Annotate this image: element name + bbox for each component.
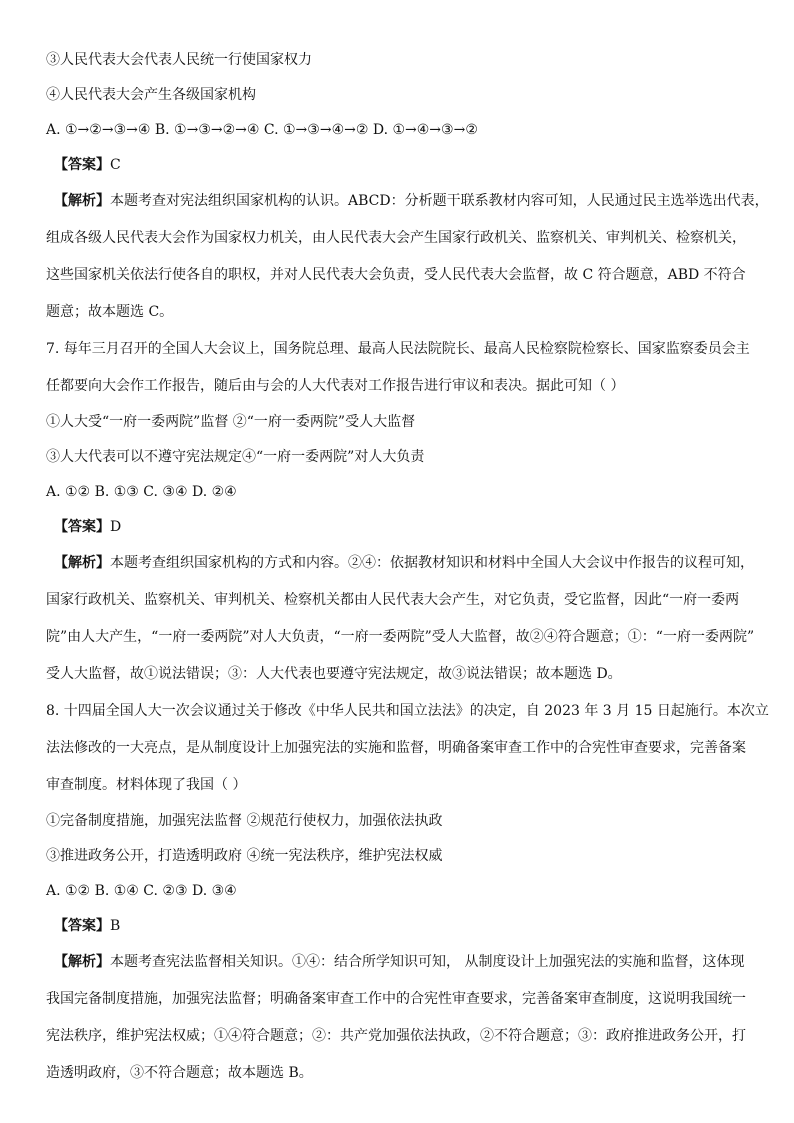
stem-line: 任都要向大会作工作报告，随后由与会的人大代表对工作报告进行审议和表决。据此可知（ ） bbox=[46, 378, 625, 394]
analysis-line: 这些国家机关依法行使各自的职权，并对人民代表大会负责，受人民代表大会监督，故 C 符合题意，ABD 不符合 bbox=[46, 267, 746, 283]
analysis-line: 受人大监督，故①说法错误；③：人大代表也要遵守宪法规定，故③说法错误；故本题选 D。 bbox=[46, 666, 622, 682]
q7-options-2: ③人大代表可以不遵守宪法规定④“一府一委两院”对人大负责 bbox=[46, 449, 425, 465]
q6-analysis bbox=[46, 192, 769, 322]
analysis-label: 【解析】 bbox=[54, 555, 110, 571]
stem-line: 审查制度。材料体现了我国（ ） bbox=[46, 777, 247, 793]
q7-answer bbox=[46, 519, 758, 536]
q7-choices: A. ①② B. ①③ C. ③④ D. ②④ bbox=[46, 484, 237, 500]
analysis-line: 组成各级人民代表大会作为国家权力机关，由人民代表大会产生国家行政机关、监察机关、审判机关、检察机关， bbox=[46, 230, 746, 246]
q8-answer bbox=[46, 918, 758, 935]
q6-option-3: ③人民代表大会代表人民统一行使国家权力 bbox=[46, 52, 312, 68]
analysis-line: 院”由人大产生，“一府一委两院”对人大负责，“一府一委两院”受人大监督，故②④符合题意；①：“一府一委两院” bbox=[46, 629, 755, 645]
analysis-line: 我国完备制度措施，加强宪法监督；明确备案审查工作中的合宪性审查要求，完善备案审查制度，这说明我国统一 bbox=[46, 991, 746, 1007]
q7-analysis bbox=[46, 554, 758, 684]
q8-stem bbox=[46, 702, 769, 795]
q7-stem bbox=[46, 340, 758, 396]
answer-value: B bbox=[110, 918, 121, 934]
analysis-line: 题意；故本题选 C。 bbox=[46, 304, 174, 320]
q8-choices: A. ①② B. ①④ C. ②③ D. ③④ bbox=[46, 883, 237, 899]
answer-label: 【答案】 bbox=[54, 157, 110, 173]
stem-line: 7. 每年三月召开的全国人大会议上，国务院总理、最高人民法院院长、最高人民检察院检察长、国家监察委员会主 bbox=[46, 341, 750, 357]
analysis-line: 【解析】本题考查宪法监督相关知识。①④：结合所学知识可知， 从制度设计上加强宪法的实施和监督，这体现 bbox=[54, 954, 745, 970]
answer-value: D bbox=[110, 519, 122, 535]
analysis-line: 造透明政府，③不符合题意；故本题选 B。 bbox=[46, 1065, 313, 1081]
document-page bbox=[46, 52, 769, 1083]
q6-option-4: ④人民代表大会产生各级国家机构 bbox=[46, 87, 256, 103]
q8-analysis bbox=[46, 953, 758, 1083]
q6-choices: A. ①→②→③→④ B. ①→③→②→④ C. ①→③→④→② D. ①→④→③→② bbox=[46, 122, 478, 138]
analysis-line: 宪法秩序，维护宪法权威；①④符合题意；②：共产党加强依法执政，②不符合题意；③：政府推进政务公开，打 bbox=[46, 1028, 746, 1044]
q8-options-2: ③推进政务公开，打造透明政府 ④统一宪法秩序，维护宪法权威 bbox=[46, 848, 443, 864]
stem-line: 8. 十四届全国人大一次会议通过关于修改《中华人民共和国立法法》的决定，自 2023 年 3 月 15 日起施行。本次立 bbox=[46, 703, 769, 719]
analysis-line: 【解析】本题考查对宪法组织国家机构的认识。ABCD：分析题干联系教材内容可知，人民通过民主选举选出代表， bbox=[54, 193, 769, 209]
answer-label: 【答案】 bbox=[54, 918, 110, 934]
analysis-line: 【解析】本题考查组织国家机构的方式和内容。②④：依据教材知识和材料中全国人大会议中作报告的议程可知， bbox=[54, 555, 754, 571]
stem-line: 法法修改的一大亮点，是从制度设计上加强宪法的实施和监督，明确备案审查工作中的合宪性审查要求，完善备案 bbox=[46, 740, 746, 756]
q8-options-1: ①完备制度措施，加强宪法监督 ②规范行使权力，加强依法执政 bbox=[46, 813, 443, 829]
analysis-label: 【解析】 bbox=[54, 954, 110, 970]
analysis-line: 国家行政机关、监察机关、审判机关、检察机关都由人民代表大会产生，对它负责，受它监督，因此“一府一委两 bbox=[46, 592, 740, 608]
q6-answer bbox=[46, 157, 758, 174]
answer-label: 【答案】 bbox=[54, 519, 110, 535]
analysis-label: 【解析】 bbox=[54, 193, 110, 209]
q7-options-1: ①人大受“一府一委两院”监督 ②“一府一委两院”受人大监督 bbox=[46, 414, 416, 430]
answer-value: C bbox=[110, 157, 121, 173]
